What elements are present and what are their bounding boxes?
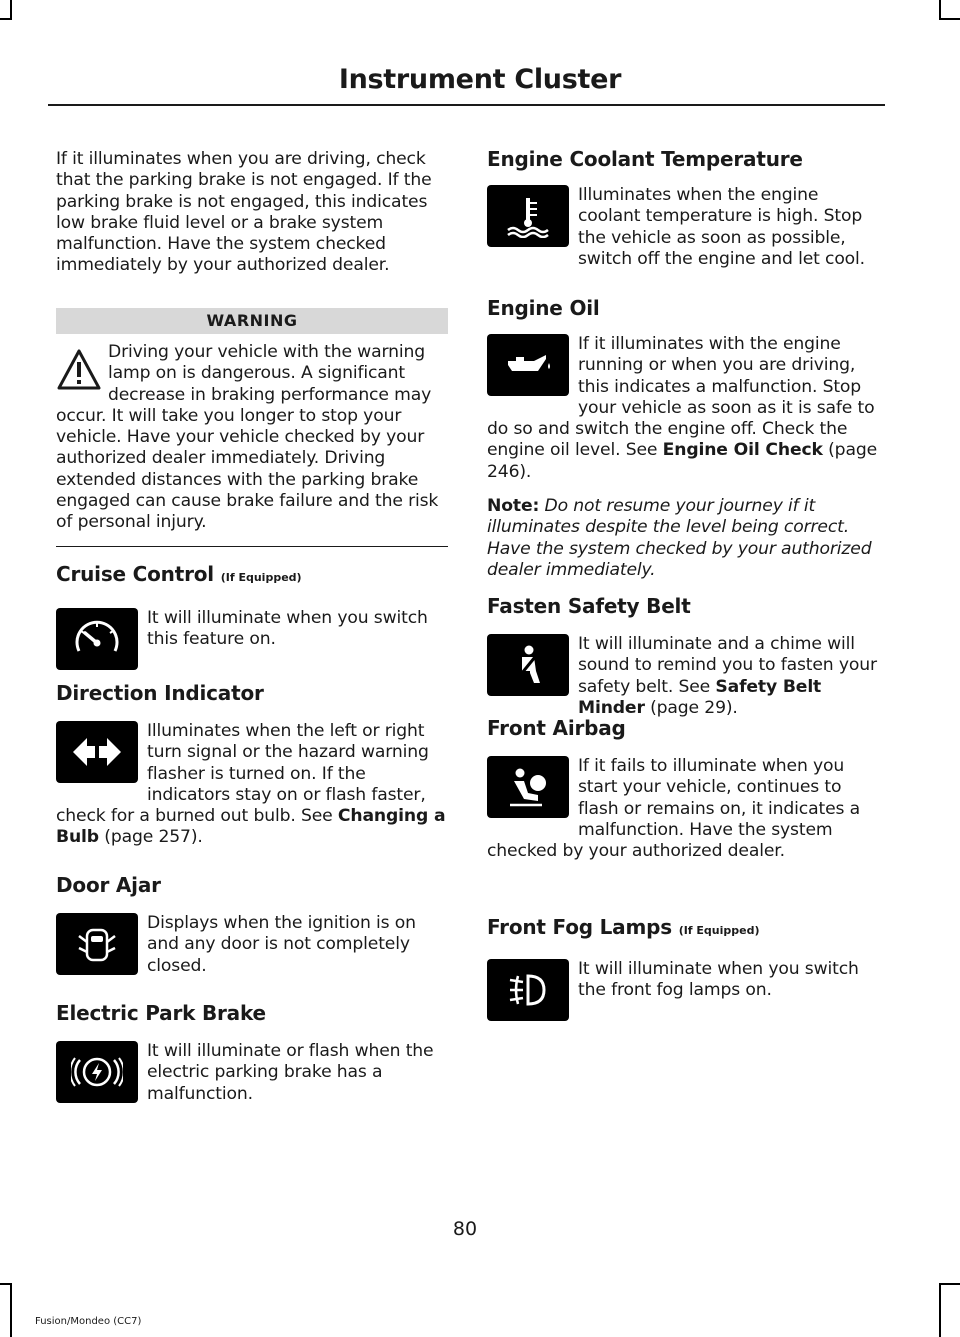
section-text: Illuminates when the engine coolant temperature is high. Stop the vehicle as soon as possible, switch off the engine and let cool. [578, 185, 865, 269]
direction-arrows-icon [56, 721, 138, 783]
note-label: Note: [487, 496, 540, 517]
section-engine-coolant [487, 147, 879, 270]
section-heading: Cruise Control (If Equipped) [56, 562, 302, 586]
section-electric-park-brake [56, 1001, 448, 1107]
crop-mark [939, 1283, 960, 1285]
cross-reference-link[interactable]: Changing a Bulb [56, 806, 446, 848]
section-heading: Direction Indicator [56, 681, 264, 705]
section-cruise-control [56, 562, 448, 674]
section-heading: Door Ajar [56, 873, 161, 897]
crop-mark [0, 18, 12, 20]
cruise-control-icon [56, 608, 138, 670]
section-front-airbag [487, 716, 879, 862]
section-text: If it fails to illuminate when you start your vehicle, continues to flash or remains on, it indicates a malfunction. Have the system checked by your authorized dealer. [487, 756, 861, 862]
section-fasten-safety-belt [487, 594, 879, 719]
section-heading: Electric Park Brake [56, 1001, 266, 1025]
cross-reference-link[interactable]: Safety Belt Minder [578, 676, 822, 718]
warning-heading: WARNING [56, 308, 448, 334]
crop-mark [0, 1283, 12, 1285]
crop-mark [939, 1283, 941, 1337]
electric-park-brake-icon [56, 1041, 138, 1103]
footer-model: Fusion/Mondeo (CC7) [35, 1316, 142, 1327]
warning-box [56, 308, 448, 547]
crop-mark [10, 1283, 12, 1337]
section-text: It will illuminate when you switch the front fog lamps on. [578, 959, 859, 1001]
header-rule [48, 104, 885, 106]
front-fog-lamp-icon [487, 959, 569, 1021]
warning-triangle-icon [56, 348, 102, 392]
page-title: Instrument Cluster [338, 64, 622, 95]
section-door-ajar [56, 873, 448, 979]
crop-mark [939, 18, 960, 20]
section-heading: Engine Coolant Temperature [487, 147, 803, 171]
section-heading: Engine Oil [487, 296, 600, 320]
section-text: It will illuminate and a chime will sound to remind you to fasten your safety belt. See Safety Belt Minder (page 29). [578, 634, 877, 718]
seat-belt-icon [487, 634, 569, 696]
warning-bottom-rule [56, 546, 448, 547]
section-text: It will illuminate when you switch this feature on. [147, 608, 428, 650]
section-text: It will illuminate or flash when the electric parking brake has a malfunction. [147, 1041, 434, 1104]
section-direction-indicator [56, 681, 448, 849]
engine-oil-icon [487, 334, 569, 396]
section-heading: Front Airbag [487, 716, 626, 740]
cross-reference-link[interactable]: Engine Oil Check [662, 440, 823, 461]
section-text: Illuminates when the left or right turn signal or the hazard warning flasher is turned on. If the indicators stay on or flash faster, check for a burned out bulb. See Changing a Bulb (page 257). [56, 721, 446, 848]
section-front-fog-lamps [487, 915, 879, 1025]
airbag-icon [487, 756, 569, 818]
section-text: Displays when the ignition is on and any door is not completely closed. [147, 913, 416, 976]
warning-text: Driving your vehicle with the warning lamp on is dangerous. A significant decrease in braking performance may occur. It will take you longer to stop your vehicle. Have your vehicle checked by your authorized dealer immediately. Driving extended distances with the parking brake engaged can cause brake failure and the risk of personal injury. [56, 342, 439, 533]
coolant-temperature-icon [487, 185, 569, 247]
section-text: If it illuminates with the engine running or when you are driving, this indicates a malfunction. Stop your vehicle as soon as it is safe to do so and switch the engine off. Check the engine oil level. See Engine Oil Check (page 246). [487, 334, 878, 482]
door-ajar-icon [56, 913, 138, 975]
page-number: 80 [452, 1218, 478, 1240]
section-heading: Front Fog Lamps (If Equipped) [487, 915, 760, 939]
note-paragraph: Note: Do not resume your journey if it illuminates despite the level being correct. Have the system checked by your authorized dealer immediately. [487, 496, 872, 580]
intro-paragraph: If it illuminates when you are driving, check that the parking brake is not engaged. If the parking brake is not engaged, this indicates low brake fluid level or a brake system malfunction. Have the system checked immediately by your authorized dealer. [56, 149, 432, 276]
section-heading: Fasten Safety Belt [487, 594, 691, 618]
crop-mark [939, 0, 941, 20]
crop-mark [10, 0, 12, 20]
intro-block [56, 149, 448, 277]
section-engine-oil [487, 296, 879, 581]
